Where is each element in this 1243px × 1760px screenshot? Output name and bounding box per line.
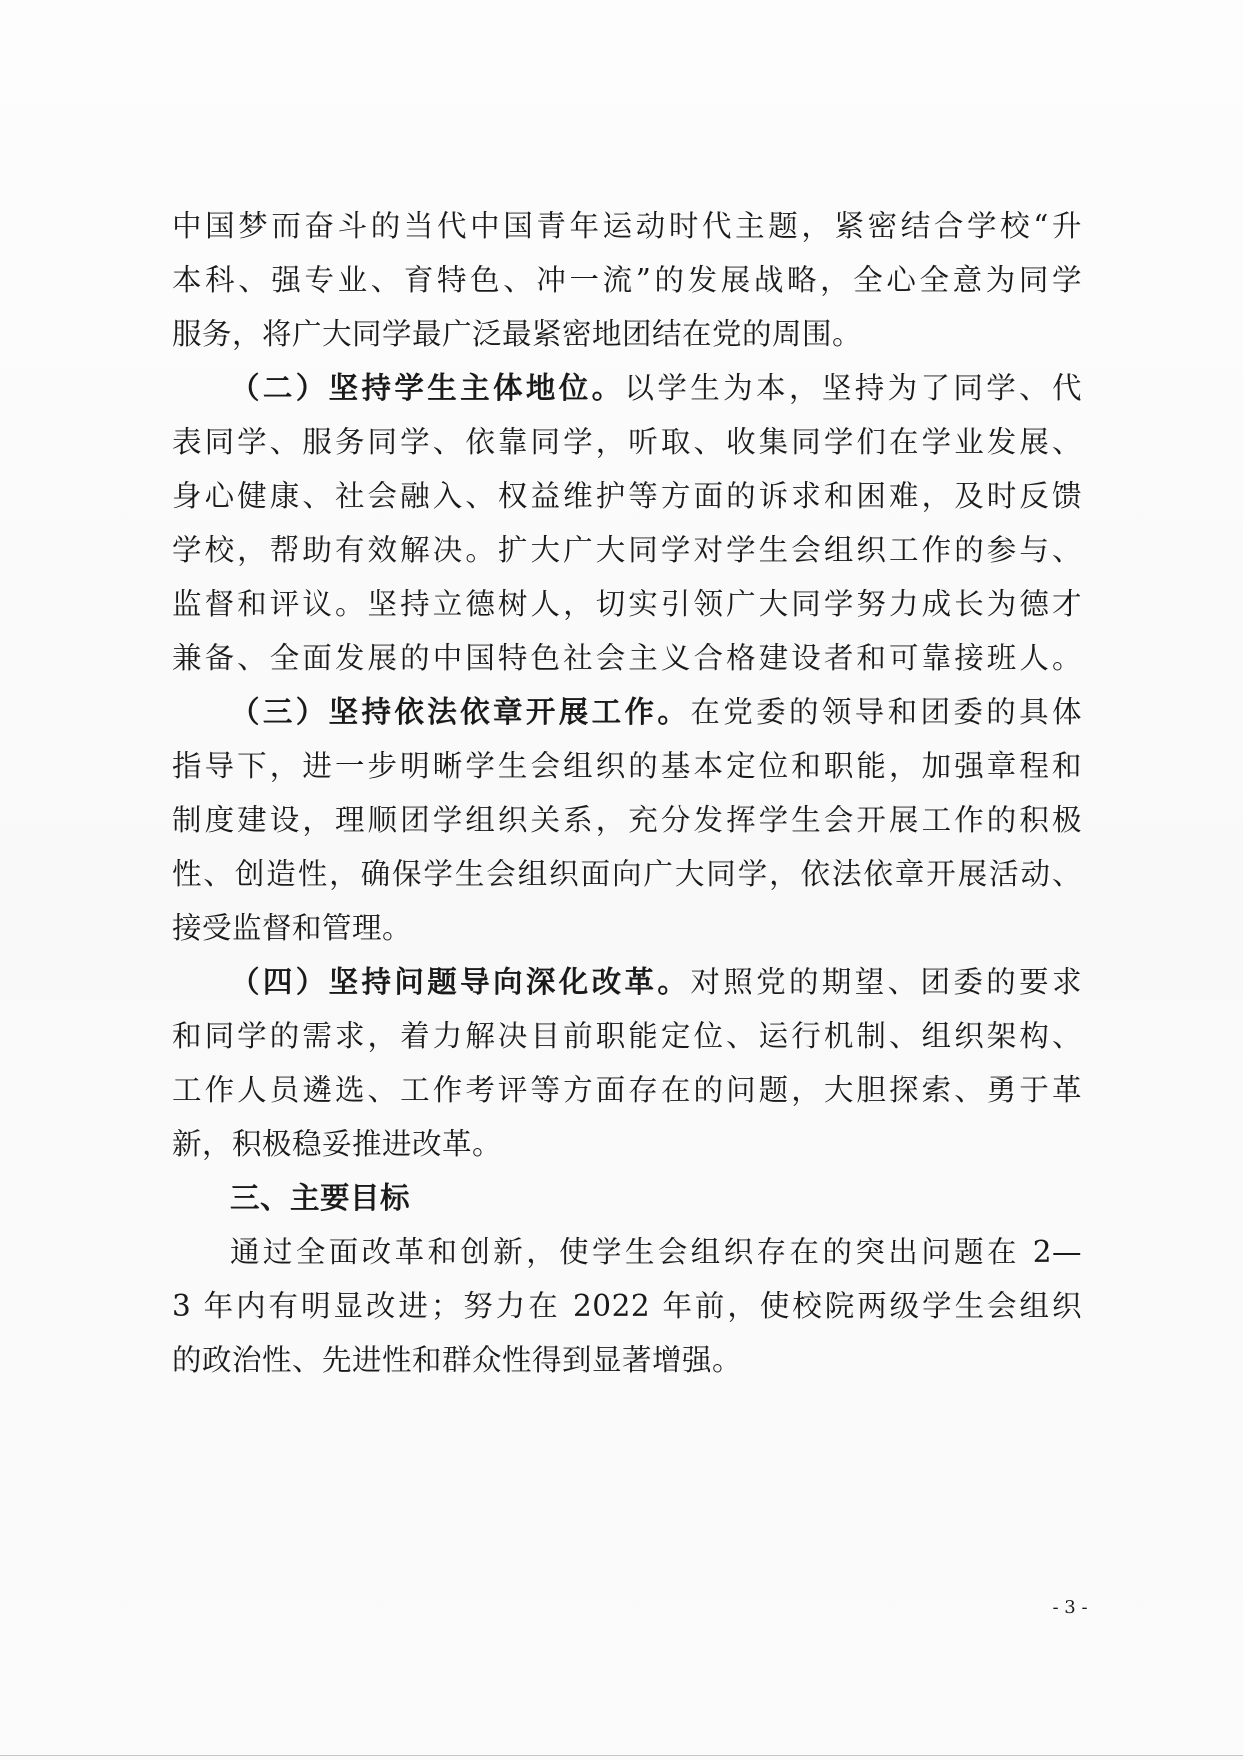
paragraph-line: 的政治性、先进性和群众性得到显著增强。 — [172, 1343, 743, 1377]
principle-4-heading: （四）坚持问题导向深化改革。 — [230, 965, 691, 999]
scan-edge-mark — [0, 1755, 1243, 1756]
principle-2-text: 以学生为本，坚持为了同学、代 — [624, 371, 1082, 405]
paragraph-line: 指导下，进一步明晰学生会组织的基本定位和职能，加强章程和 — [172, 749, 1082, 783]
paragraph-line: 服务，将广大同学最广泛最紧密地团结在党的周围。 — [172, 317, 863, 351]
paragraph-line: 监督和评议。坚持立德树人，切实引领广大同学努力成长为德才 — [172, 587, 1082, 621]
paragraph-line: 接受监督和管理。 — [172, 911, 413, 945]
paragraph-line: 3 年内有明显改进；努力在 2022 年前，使校院两级学生会组织 — [172, 1289, 1082, 1323]
paragraph-line: 中国梦而奋斗的当代中国青年运动时代主题，紧密结合学校“升 — [172, 209, 1082, 243]
paragraph-line: 制度建设，理顺团学组织关系，充分发挥学生会开展工作的积极 — [172, 803, 1082, 837]
principle-3-text: 在党委的领导和团委的具体 — [690, 695, 1082, 729]
section-3-heading: 三、主要目标 — [230, 1181, 411, 1215]
paragraph-line: 通过全面改革和创新，使学生会组织存在的突出问题在 2— — [230, 1235, 1082, 1269]
principle-2-first-line — [230, 368, 1082, 408]
paragraph-line: 和同学的需求，着力解决目前职能定位、运行机制、组织架构、 — [172, 1019, 1082, 1053]
principle-2-heading: （二）坚持学生主体地位。 — [230, 371, 625, 405]
paragraph-line: 新，积极稳妥推进改革。 — [172, 1127, 503, 1161]
principle-4-text: 对照党的期望、团委的要求 — [690, 965, 1082, 999]
paragraph-line: 表同学、服务同学、依靠同学，听取、收集同学们在学业发展、 — [172, 425, 1082, 459]
paragraph-line: 性、创造性，确保学生会组织面向广大同学，依法依章开展活动、 — [172, 857, 1082, 891]
principle-4-first-line — [230, 962, 1082, 1002]
principle-3-heading: （三）坚持依法依章开展工作。 — [230, 695, 691, 729]
page-number: - 3 - — [1052, 1597, 1088, 1618]
paragraph-line: 身心健康、社会融入、权益维护等方面的诉求和困难，及时反馈 — [172, 479, 1082, 513]
paragraph-line: 学校，帮助有效解决。扩大广大同学对学生会组织工作的参与、 — [172, 533, 1082, 567]
principle-3-first-line — [230, 692, 1082, 732]
paragraph-line: 兼备、全面发展的中国特色社会主义合格建设者和可靠接班人。 — [172, 641, 1082, 675]
paragraph-line: 工作人员遴选、工作考评等方面存在的问题，大胆探索、勇于革 — [172, 1073, 1082, 1107]
paragraph-line: 本科、强专业、育特色、冲一流”的发展战略，全心全意为同学 — [172, 263, 1082, 297]
